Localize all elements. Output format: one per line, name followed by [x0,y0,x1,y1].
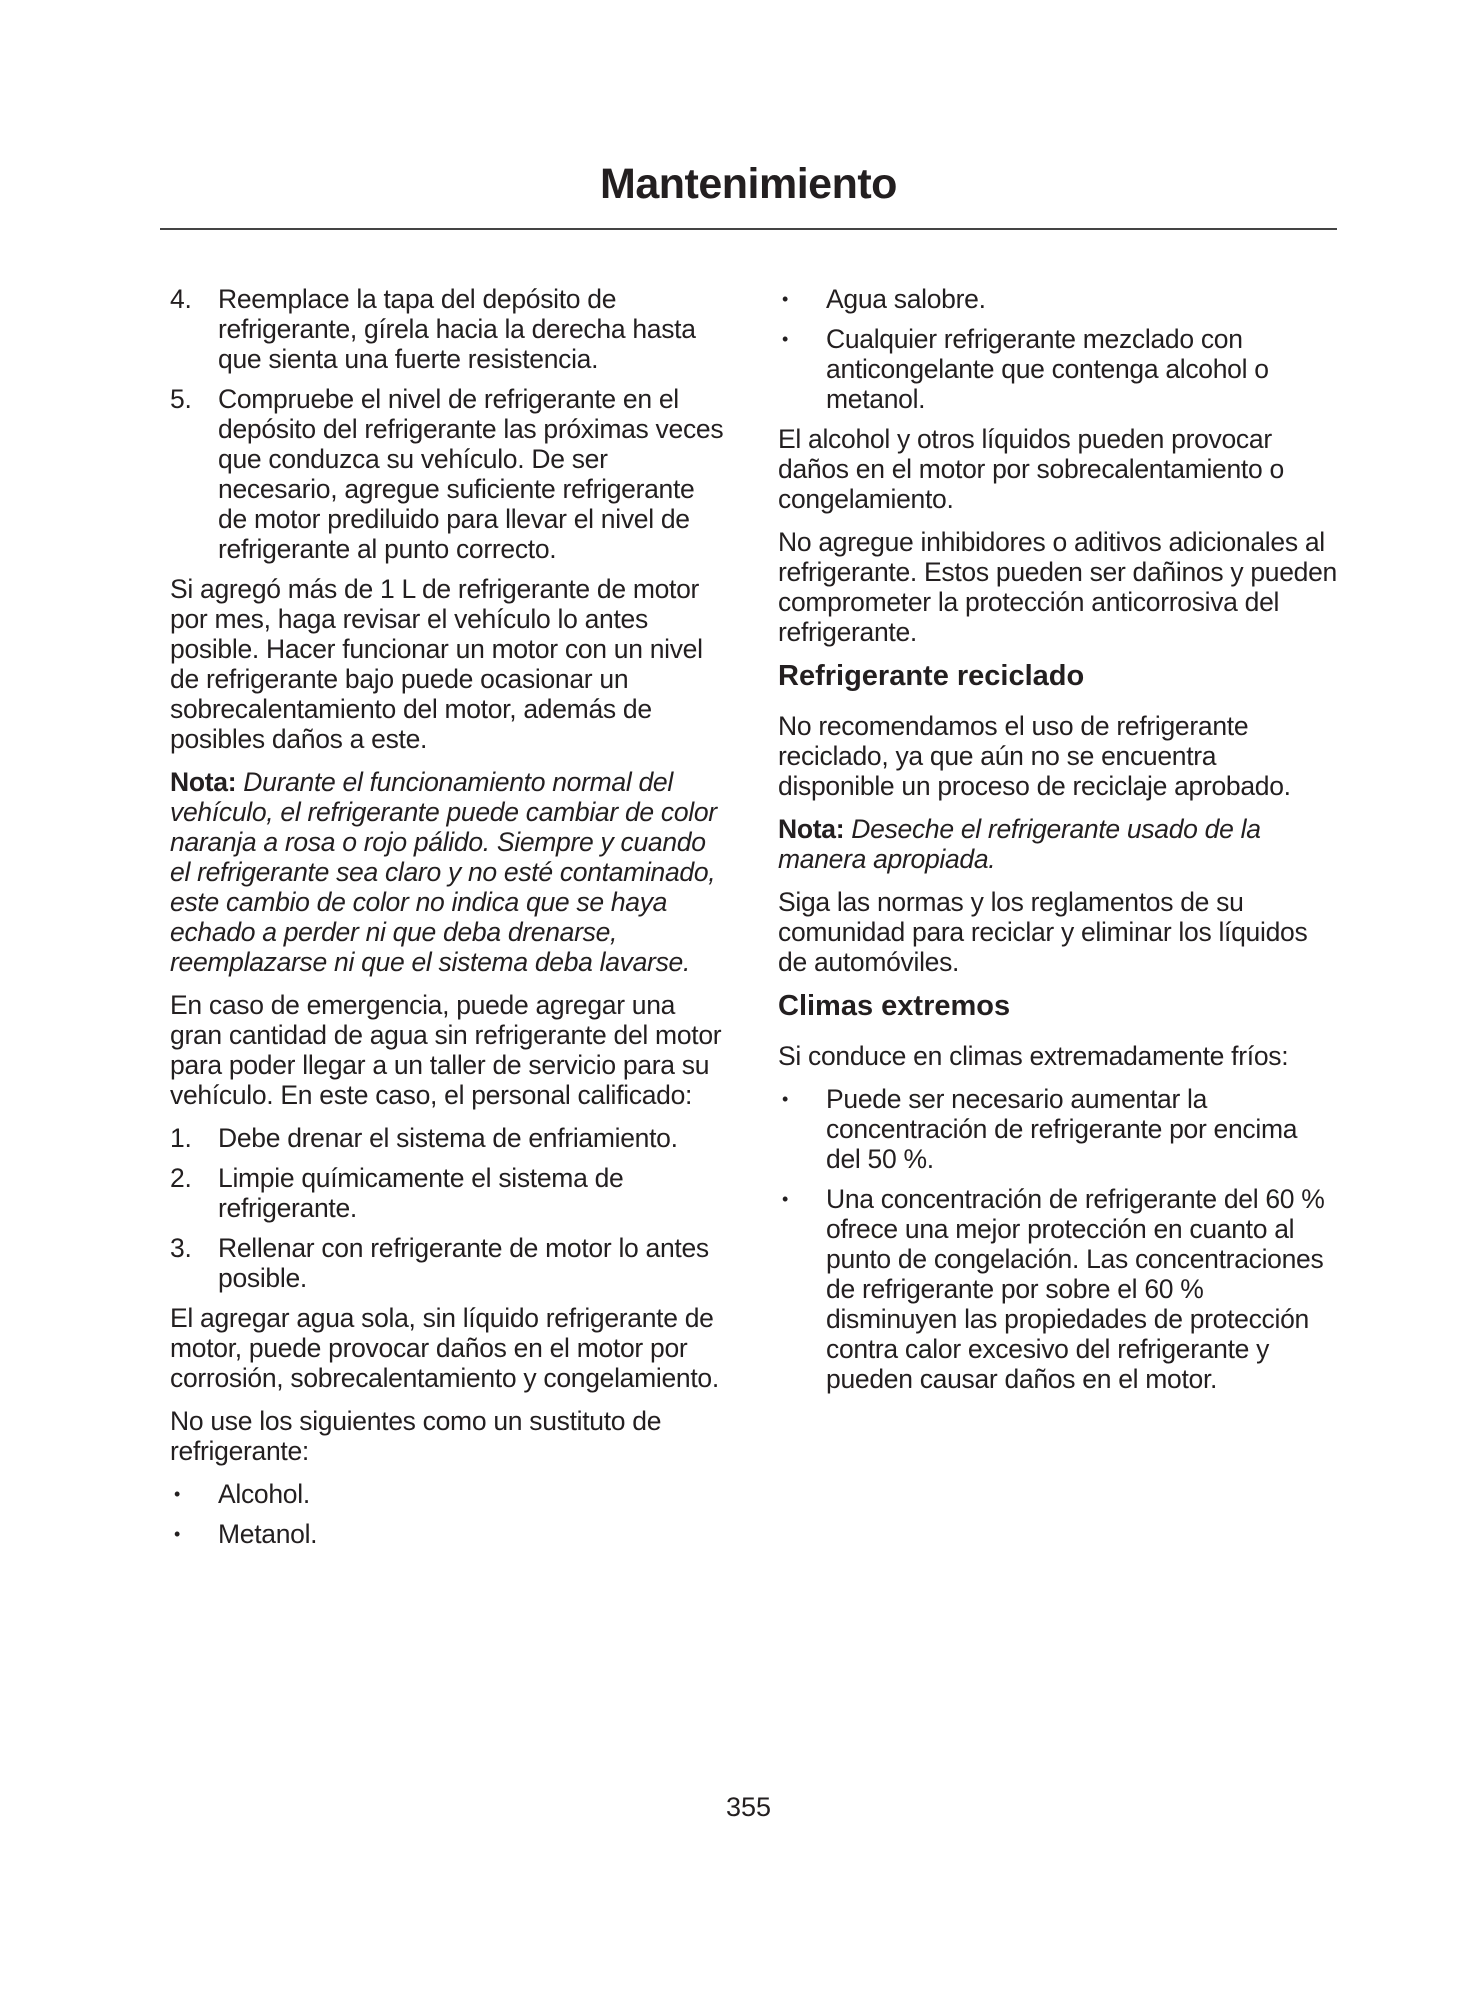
note-label: Nota: [778,814,845,844]
paragraph: No agregue inhibidores o aditivos adicionales al refrigerante. Estos pueden ser dañinos y pueden comprometer la protección anticorrosiva del refrigerante. [778,527,1337,647]
paragraph: Si conduce en climas extremadamente fríos: [778,1041,1289,1071]
item-text: Metanol. [218,1519,318,1549]
section-heading: Climas extremos [778,990,1011,1022]
bullet-marker: • [782,1189,789,1209]
paragraph: Si agregó más de 1 L de refrigerante de motor por mes, haga revisar el vehículo lo antes posible. Hacer funcionar un motor con un nivel de refrigerante bajo puede ocasionar un sobrecalentamiento del motor, además de posibles daños a este. [170,574,703,754]
bullet-item [170,1519,730,1549]
header-divider [160,228,1337,230]
bullet-item [170,1479,730,1509]
numbered-step [170,1163,730,1223]
section-heading: Refrigerante reciclado [778,660,1085,692]
step-number: 2. [170,1163,192,1193]
item-text: Rellenar con refrigerante de motor lo antes posible. [218,1233,709,1293]
numbered-step [170,284,730,374]
paragraph: En caso de emergencia, puede agregar una gran cantidad de agua sin refrigerante del motor para poder llegar a un taller de servicio para su vehículo. En este caso, el personal calificado: [170,990,722,1110]
item-text: Compruebe el nivel de refrigerante en el depósito del refrigerante las próximas veces que conduzca su vehículo. De ser necesario, agregue suficiente refrigerante de motor prediluido para llevar el nivel de refrigerante al punto correcto. [218,384,724,564]
note-text: Durante el funcionamiento normal del vehículo, el refrigerante puede cambiar de color naranja a rosa o rojo pálido. Siempre y cuando el refrigerante sea claro y no esté contaminado, este cambio de color no indica que se haya echado a perder ni que deba drenarse, reemplazarse ni que el sistema deba lavarse. [170,767,717,977]
step-number: 5. [170,384,192,414]
paragraph: No use los siguientes como un sustituto de refrigerante: [170,1406,662,1466]
bullet-marker: • [782,329,789,349]
item-text: Limpie químicamente el sistema de refrigerante. [218,1163,624,1223]
note-text: Deseche el refrigerante usado de la manera apropiada. [778,814,1261,874]
item-text: Debe drenar el sistema de enfriamiento. [218,1123,678,1153]
step-number: 4. [170,284,192,314]
note-paragraph [778,814,1338,874]
bullet-item [778,284,1338,314]
bullet-item [778,1084,1338,1174]
bullet-marker: • [174,1524,181,1544]
paragraph: El alcohol y otros líquidos pueden provocar daños en el motor por sobrecalentamiento o congelamiento. [778,424,1284,514]
numbered-step [170,1233,730,1293]
page-number: 355 [725,1792,772,1822]
paragraph: El agregar agua sola, sin líquido refrigerante de motor, puede provocar daños en el motor por corrosión, sobrecalentamiento y congelamiento. [170,1303,719,1393]
paragraph: Siga las normas y los reglamentos de su comunidad para reciclar y eliminar los líquidos de automóviles. [778,887,1308,977]
bullet-marker: • [174,1484,181,1504]
bullet-marker: • [782,1089,789,1109]
item-text: Alcohol. [218,1479,310,1509]
item-text: Agua salobre. [826,284,986,314]
numbered-step [170,384,730,564]
left-column [170,284,730,1559]
item-text: Reemplace la tapa del depósito de refrigerante, gírela hacia la derecha hasta que sienta una fuerte resistencia. [218,284,696,374]
page-title: Mantenimiento [600,160,897,208]
item-text: Una concentración de refrigerante del 60 % ofrece una mejor protección en cuanto al punto de congelación. Las concentraciones de refrigerante por sobre el 60 % disminuyen las propiedades de protección contra calor excesivo del refrigerante y pueden causar daños en el motor. [826,1184,1325,1394]
numbered-step [170,1123,730,1153]
right-column [778,284,1338,1404]
item-text: Cualquier refrigerante mezclado con anticongelante que contenga alcohol o metanol. [826,324,1269,414]
step-number: 3. [170,1233,192,1263]
paragraph: No recomendamos el uso de refrigerante reciclado, ya que aún no se encuentra disponible un proceso de reciclaje aprobado. [778,711,1291,801]
note-paragraph [170,767,730,977]
item-text: Puede ser necesario aumentar la concentración de refrigerante por encima del 50 %. [826,1084,1298,1174]
note-label: Nota: [170,767,237,797]
bullet-item [778,1184,1338,1394]
bullet-item [778,324,1338,414]
step-number: 1. [170,1123,192,1153]
bullet-marker: • [782,289,789,309]
